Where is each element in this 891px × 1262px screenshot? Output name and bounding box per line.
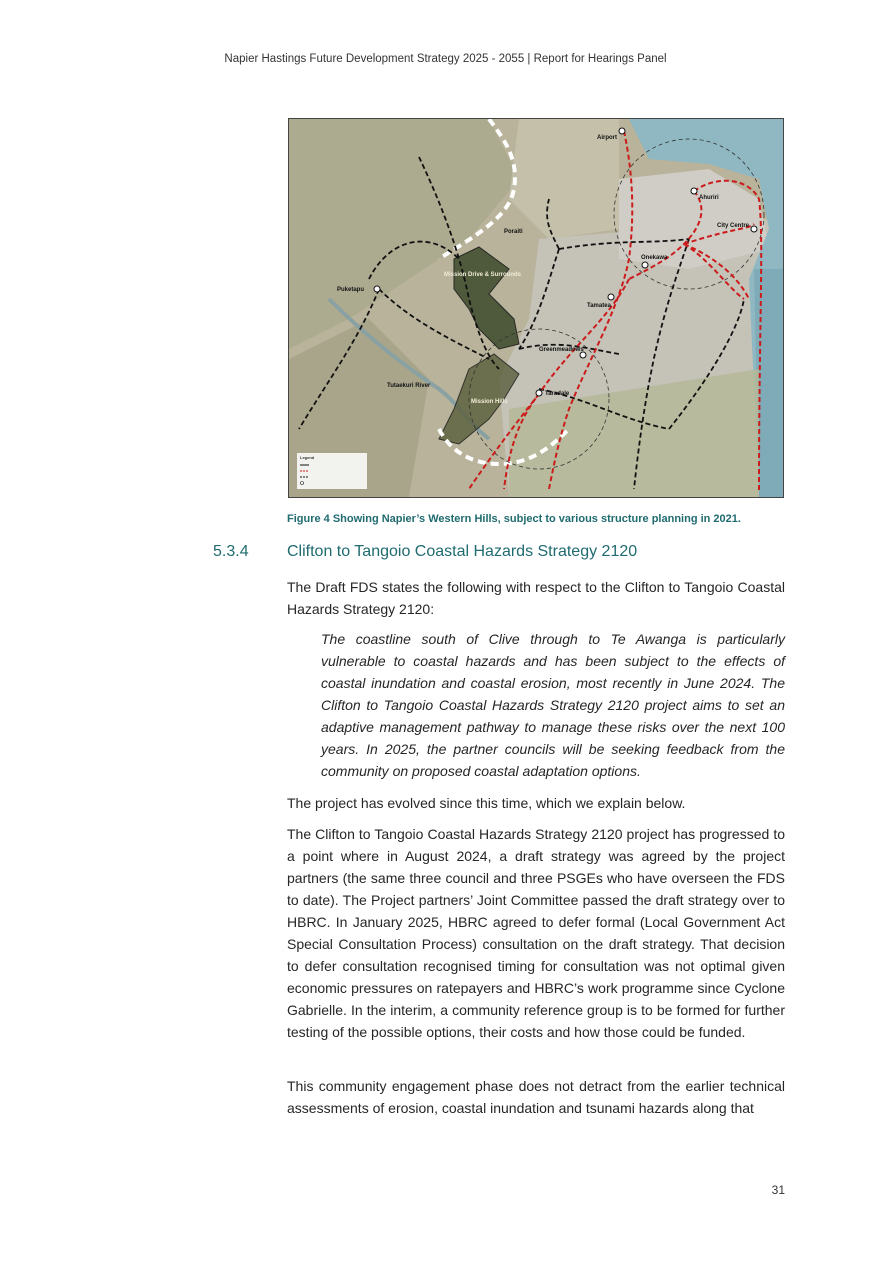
map-label-poraiti: Poraiti	[504, 229, 523, 235]
map-label-greenmeadows: Greenmeadows	[539, 347, 584, 353]
paragraph-progress: The Clifton to Tangoio Coastal Hazards Strategy 2120 project has progressed to a point where in August 2024, a draft strategy was agreed by the project partners (the same three council and three PSGEs who have overseen the FDS to date). The Project partners’ Joint Committee passed the draft strategy over to HBRC. In January 2025, HBRC agreed to defer formal (Local Government Act Special Consultation Process) consultation on the draft strategy. That decision to defer consultation recognised timing for consultation was not optimal given economic pressures on ratepayers and HBRC’s work programme since Cyclone Gabrielle. In the interim, a community reference group is to be formed for further testing of the possible options, their costs and how those could be funded.	[287, 826, 785, 1040]
map-label-airport: Airport	[597, 135, 617, 141]
western-hills-map	[288, 118, 784, 498]
map-label-area2: Mission Hills	[471, 399, 508, 405]
paragraph-evolved: The project has evolved since this time, which we explain below.	[287, 795, 686, 811]
paragraph-intro: The Draft FDS states the following with respect to the Clifton to Tangoio Coastal Hazards Strategy 2120:	[287, 579, 785, 617]
map-label-tamatea: Tamatea	[587, 303, 611, 309]
map-label-area1: Mission Drive & Surrounds	[444, 272, 522, 278]
map-label-taradale: Taradale	[545, 391, 570, 397]
map-label-ahuriri: Ahuriri	[699, 195, 719, 201]
page-number: 31	[771, 1183, 785, 1197]
map-label-tutaekuri: Tutaekuri River	[387, 383, 431, 389]
section-title: Clifton to Tangoio Coastal Hazards Strategy 2120	[287, 543, 638, 560]
legend-title: Legend	[300, 455, 315, 460]
figure-caption: Figure 4 Showing Napier’s Western Hills, subject to various structure planning in 2021.	[287, 513, 741, 525]
block-quote: The coastline south of Clive through to Te Awanga is particularly vulnerable to coastal hazards and has been subject to the effects of coastal inundation and coastal erosion, most recently in June 2024. The Clifton to Tangoio Coastal Hazards Strategy 2120 project aims to set an adaptive management pathway to manage these risks over the next 100 years. In 2025, the partner councils will be seeking feedback from the community on proposed coastal adaptation options.	[321, 631, 785, 779]
map-label-city-centre: City Centre	[717, 223, 750, 229]
map-label-puketapu: Puketapu	[337, 287, 365, 293]
paragraph-engagement: This community engagement phase does not detract from the earlier technical assessments of erosion, coastal inundation and tsunami hazards along that	[287, 1078, 785, 1116]
page-header: Napier Hastings Future Development Strategy 2025 - 2055 | Report for Hearings Panel	[224, 53, 667, 65]
section-number: 5.3.4	[213, 543, 249, 560]
map-label-onekawa: Onekawa	[641, 255, 668, 261]
